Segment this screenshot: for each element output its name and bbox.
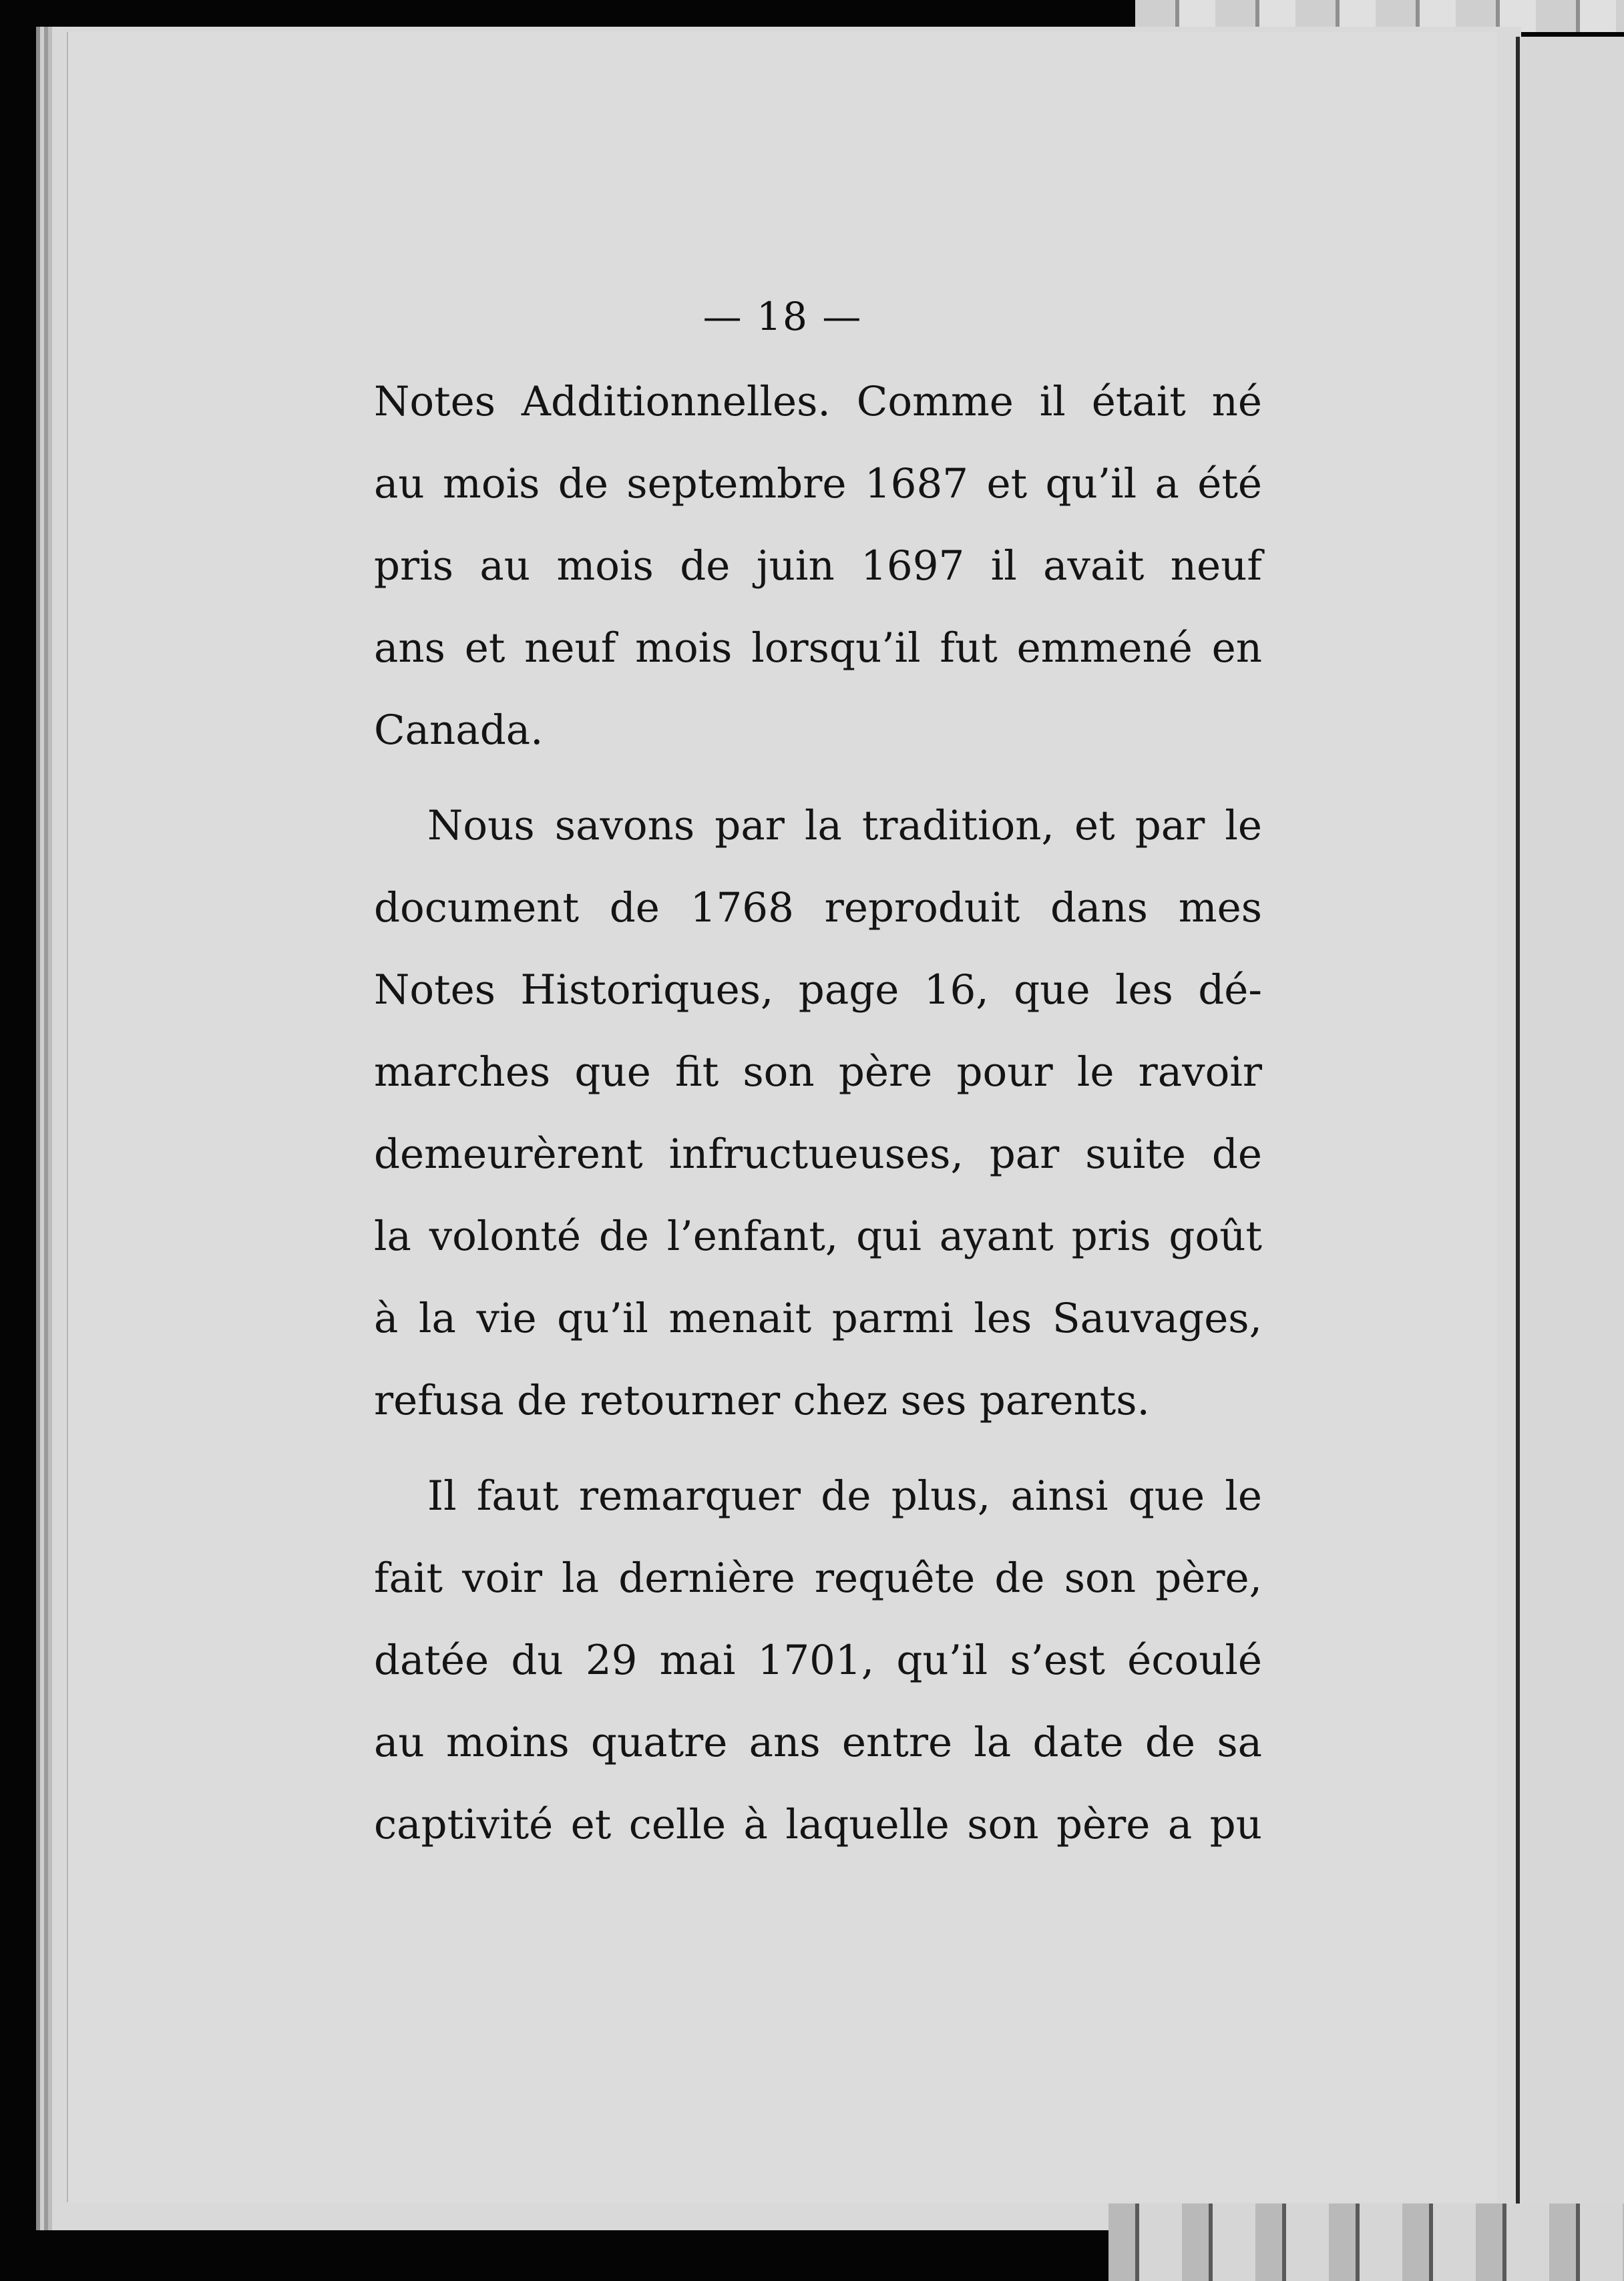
text-line: captivité et celle à laquelle son père a pu — [374, 1801, 1262, 1848]
binding-edge-bottom — [1108, 2204, 1624, 2281]
text-line: pris au mois de juin 1697 il avait neuf — [374, 542, 1262, 590]
text-line: au moins quatre ans entre la date de sa — [374, 1719, 1262, 1766]
text-line: demeurèrent infructueuses, par suite de — [374, 1130, 1262, 1178]
text-line: Notes Additionnelles. Comme il était né — [374, 378, 1262, 425]
text-line: refusa de retourner chez ses parents. — [374, 1377, 1150, 1424]
text-line: la volonté de l’enfant, qui ayant pris goût — [374, 1213, 1262, 1260]
text-line: document de 1768 reproduit dans mes — [374, 884, 1262, 931]
text-line: au mois de septembre 1687 et qu’il a été — [374, 460, 1262, 507]
text-line: ans et neuf mois lorsqu’il fut emmené en — [374, 624, 1262, 672]
facing-page-edge — [1516, 37, 1624, 2207]
text-line: à la vie qu’il menait parmi les Sauvages, — [374, 1295, 1262, 1342]
text-line: Notes Historiques, page 16, que les dé- — [374, 966, 1262, 1014]
text-line: Il faut remarquer de plus, ainsi que le — [427, 1472, 1262, 1520]
text-line: Canada. — [374, 706, 544, 754]
text-line: Nous savons par la tradition, et par le — [427, 802, 1262, 849]
page-number: — 18 — — [702, 294, 863, 339]
text-line: fait voir la dernière requête de son père, — [374, 1554, 1262, 1602]
body-text — [374, 361, 1262, 1866]
text-line: marches que fit son père pour le ravoir — [374, 1048, 1262, 1096]
text-line: datée du 29 mai 1701, qu’il s’est écoulé — [374, 1637, 1262, 1684]
